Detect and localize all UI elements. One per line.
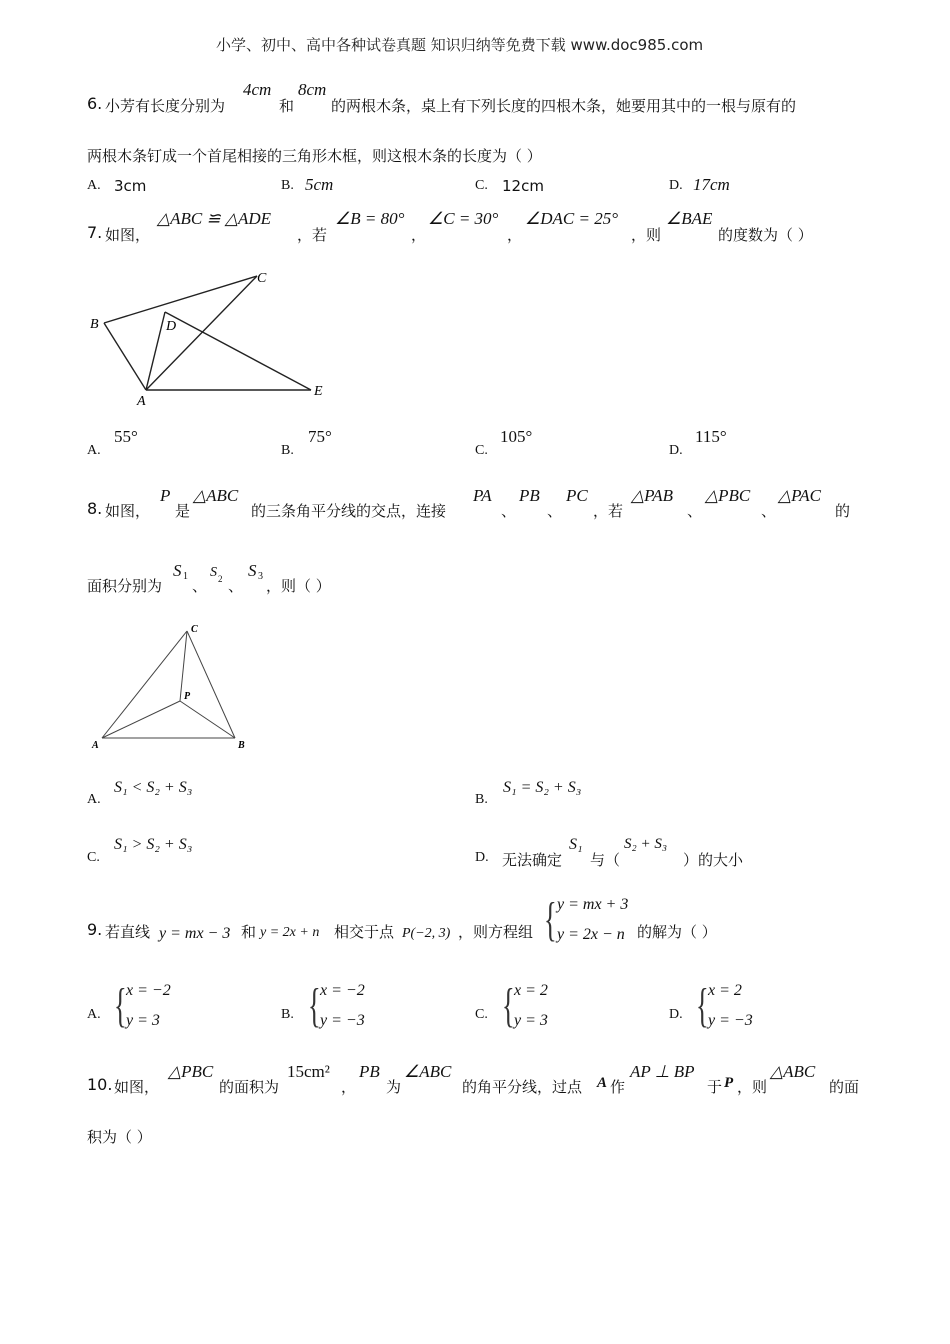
math-triangle: △PAB <box>631 486 674 505</box>
text: 和 <box>241 923 257 941</box>
math-equation: y = 2x − n <box>557 926 625 943</box>
math-length: 8cm <box>298 80 327 99</box>
option-value: 12cm <box>502 177 544 195</box>
option-value: 55° <box>114 427 138 446</box>
math-x: x = 2 <box>708 982 742 999</box>
brace: { <box>544 893 557 946</box>
math-angle: ∠BAE <box>666 209 713 228</box>
math-triangle: △PBC <box>168 1062 214 1081</box>
math-line: y = mx − 3 <box>159 925 231 942</box>
math-point: P <box>724 1075 734 1091</box>
math-y: y = −3 <box>320 1012 365 1029</box>
option-label[interactable]: B. <box>281 178 294 193</box>
figure-q7 <box>85 265 335 410</box>
option-label[interactable]: C. <box>87 850 100 865</box>
math-equation: y = mx + 3 <box>557 896 629 913</box>
text: 是 <box>175 502 191 520</box>
text: 的两根木条，桌上有下列长度的四根木条，她要用其中的一根与原有的 <box>331 97 797 115</box>
text: ，则（ ） <box>266 577 331 595</box>
option-label[interactable]: C. <box>475 1007 488 1022</box>
math-length: 4cm <box>243 80 272 99</box>
question-number: 10. <box>87 1075 113 1094</box>
text: 小芳有长度分别为 <box>105 97 226 115</box>
option-label[interactable]: C. <box>475 178 488 193</box>
text: 、 <box>192 577 208 595</box>
label-b: B <box>238 740 245 751</box>
text: 的面积为 <box>219 1078 280 1096</box>
question-number: 9. <box>87 920 103 939</box>
text: ， <box>507 226 523 244</box>
question-number: 6. <box>87 94 103 113</box>
option-label[interactable]: D. <box>669 443 683 458</box>
text: 如图， <box>105 226 151 244</box>
page-header: 小学、初中、高中各种试卷真题 知识归纳等免费下载 www.doc985.com <box>216 36 704 54</box>
segment-ba <box>104 323 146 390</box>
math-subscript: 3 <box>258 571 263 582</box>
math-triangle: △PAC <box>778 486 821 505</box>
segment-ad <box>146 312 165 390</box>
text: ，则 <box>631 226 662 244</box>
text: 为 <box>386 1078 402 1096</box>
text: ，若 <box>297 226 328 244</box>
option-label[interactable]: B. <box>281 443 294 458</box>
option-value: 115° <box>695 427 727 446</box>
label-p: P <box>184 691 191 702</box>
math-y: y = 3 <box>514 1012 548 1029</box>
math-angle: ∠C = 30° <box>428 209 499 228</box>
math-s1: S <box>173 561 182 580</box>
math-subscript: 1 <box>183 571 188 582</box>
text: 面积分别为 <box>87 577 163 595</box>
math-s2: S <box>210 565 217 580</box>
math-y: y = 3 <box>126 1012 160 1029</box>
text: 作 <box>610 1078 626 1096</box>
math-x: x = −2 <box>126 982 171 999</box>
text: 积为（ ） <box>87 1128 152 1146</box>
text: 的三条角平分线的交点，连接 <box>251 502 447 520</box>
option-text: ）的大小 <box>683 851 744 869</box>
math-x: x = −2 <box>320 982 365 999</box>
option-value: S₁ > S₂ + S₃ <box>114 836 193 853</box>
math-segment: PB <box>519 486 540 505</box>
text: 于 <box>707 1078 723 1096</box>
text: 如图， <box>114 1078 160 1096</box>
text: 和 <box>279 97 295 115</box>
text: 的角平分线，过点 <box>462 1078 583 1096</box>
label-c: C <box>191 624 198 635</box>
option-text: 无法确定 <box>502 851 563 869</box>
text: 的解为（ ） <box>637 923 717 941</box>
text: 、 <box>547 502 563 520</box>
segment-pa <box>102 701 180 738</box>
text: 、 <box>228 577 244 595</box>
option-label[interactable]: C. <box>475 443 488 458</box>
option-value: 5cm <box>305 175 334 194</box>
math-s1: S₁ <box>569 836 583 853</box>
text: ，则 <box>737 1078 768 1096</box>
brace: { <box>114 979 127 1032</box>
math-angle: ∠DAC = 25° <box>525 209 619 228</box>
math-point: P <box>160 486 171 505</box>
math-segment: PC <box>566 486 588 505</box>
option-value: 17cm <box>693 175 730 194</box>
math-triangle: △PBC <box>705 486 751 505</box>
text: 若直线 <box>105 923 151 941</box>
label-b: B <box>90 317 99 332</box>
math-line: y = 2x + n <box>260 925 320 940</box>
math-sum: S₂ + S₃ <box>624 836 668 852</box>
math-segment: PA <box>473 486 492 505</box>
math-x: x = 2 <box>514 982 548 999</box>
math-angle: ∠ABC <box>404 1062 452 1081</box>
option-value: 3cm <box>114 177 147 195</box>
brace: { <box>308 979 321 1032</box>
text: ，则方程组 <box>458 923 534 941</box>
math-triangle: △ABC <box>770 1062 816 1081</box>
label-e: E <box>314 384 323 399</box>
question-number: 8. <box>87 499 103 518</box>
text: 、 <box>761 502 777 520</box>
option-value: 75° <box>308 427 332 446</box>
math-s3: S <box>248 561 257 580</box>
text: ，若 <box>593 502 624 520</box>
option-label[interactable]: D. <box>669 178 683 193</box>
math-y: y = −3 <box>708 1012 753 1029</box>
math-subscript: 2 <box>218 574 223 584</box>
math-perpendicular: AP ⊥ BP <box>630 1062 695 1081</box>
label-d: D <box>166 319 177 334</box>
brace: { <box>502 979 515 1032</box>
brace: { <box>696 979 709 1032</box>
option-text: 与（ <box>590 851 621 869</box>
segment-de <box>165 312 311 390</box>
text: ， <box>411 226 427 244</box>
option-value: S₁ < S₂ + S₃ <box>114 779 193 796</box>
math-angle: ∠B = 80° <box>335 209 405 228</box>
math-point: A <box>597 1075 608 1091</box>
option-value: S₁ = S₂ + S₃ <box>503 779 582 796</box>
text: 、 <box>501 502 517 520</box>
option-label[interactable]: A. <box>87 792 101 807</box>
figure-q8 <box>85 615 265 755</box>
segment-ac <box>102 631 187 738</box>
text: 的度数为（ ） <box>718 226 813 244</box>
math-point: P(−2, 3) <box>402 926 451 941</box>
text: 相交于点 <box>334 923 395 941</box>
math-congruence: △ABC ≌ △ADE <box>157 209 272 228</box>
math-segment: PB <box>359 1062 380 1081</box>
question-number: 7. <box>87 223 103 242</box>
text: 、 <box>687 502 703 520</box>
option-label[interactable]: B. <box>475 792 488 807</box>
option-label[interactable]: D. <box>669 1007 683 1022</box>
text: 两根木条钉成一个首尾相接的三角形木框，则这根木条的长度为（ ） <box>87 147 542 165</box>
label-c: C <box>257 271 267 286</box>
option-label[interactable]: B. <box>281 1007 294 1022</box>
option-label[interactable]: A. <box>87 1007 101 1022</box>
text: 如图， <box>105 502 151 520</box>
text: 的面 <box>829 1078 860 1096</box>
option-label[interactable]: A. <box>87 178 101 193</box>
math-triangle: △ABC <box>193 486 239 505</box>
label-a: A <box>137 394 146 409</box>
label-a: A <box>92 740 99 751</box>
option-label[interactable]: A. <box>87 443 101 458</box>
text: ， <box>341 1078 357 1096</box>
option-label[interactable]: D. <box>475 850 489 865</box>
option-value: 105° <box>500 427 533 446</box>
math-area: 15cm² <box>287 1062 330 1081</box>
text: 的 <box>835 502 851 520</box>
